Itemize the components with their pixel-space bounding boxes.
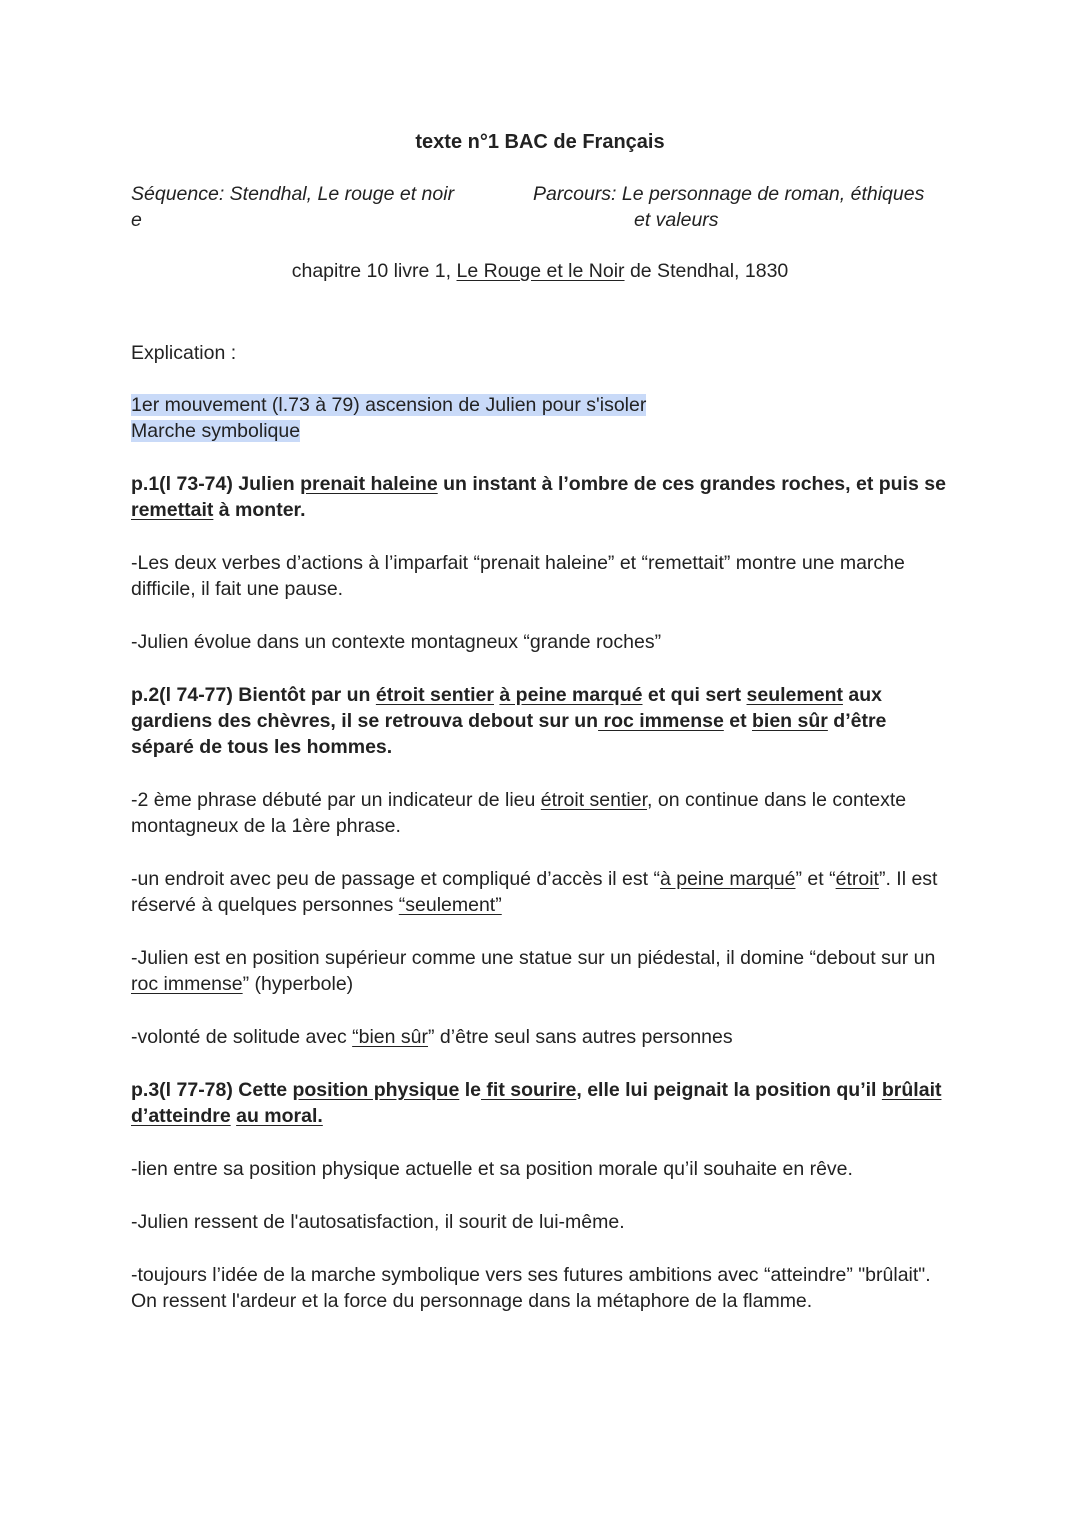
- comment-p1-1: -Les deux verbes d’actions à l’imparfait “prenait haleine” et “remettait” montre une marche difficile, il fait une pause.: [131, 552, 905, 600]
- comment-p2-3: -Julien est en position supérieur comme une statue sur un piédestal, il domine “debout sur un roc immense” (hyperbole): [131, 947, 936, 995]
- chapter-author-date: de Stendhal, 1830: [624, 260, 789, 282]
- movement-line-1: 1er mouvement (l.73 à 79) ascension de Julien pour s'isoler: [131, 394, 647, 416]
- sequence-line-2: e: [131, 209, 142, 231]
- document-title: texte n°1 BAC de Français: [415, 131, 665, 153]
- chapter-reference: [0, 260, 1080, 283]
- comment-p1-2: -Julien évolue dans un contexte montagneux “grande roches”: [131, 631, 662, 653]
- movement-heading: [131, 392, 951, 444]
- parcours-line-2: et valeurs: [634, 209, 719, 231]
- quote-p3: p.3(l 77-78) Cette position physique le fit sourire, elle lui peignait la position qu’il brûlait d’atteindre au moral.: [131, 1079, 942, 1127]
- quote-p1: p.1(l 73-74) Julien prenait haleine un instant à l’ombre de ces grandes roches, et puis se remettait à monter.: [131, 473, 946, 521]
- sequence-line-1: Séquence: Stendhal, Le rouge et noir: [131, 183, 455, 205]
- movement-line-2: Marche symbolique: [131, 420, 301, 442]
- quote-p2: p.2(l 74-77) Bientôt par un étroit sentier à peine marqué et qui sert seulement aux gardiens des chèvres, il se retrouva debout sur un roc immense et bien sûr d’être séparé de tous les hommes.: [131, 684, 887, 758]
- comment-p3-1: -lien entre sa position physique actuelle et sa position morale qu’il souhaite en rêve.: [131, 1158, 853, 1180]
- comment-p2-2: -un endroit avec peu de passage et compliqué d’accès il est “à peine marqué” et “étroit”. Il est réservé à quelques personnes “seulement”: [131, 868, 938, 916]
- comment-p2-4: -volonté de solitude avec “bien sûr” d’être seul sans autres personnes: [131, 1026, 733, 1048]
- sequence-label: [131, 181, 454, 233]
- explication-heading: Explication :: [131, 342, 237, 364]
- comment-p3-2: -Julien ressent de l'autosatisfaction, il sourit de lui-même.: [131, 1211, 625, 1233]
- comment-p2-1: -2 ème phrase débuté par un indicateur de lieu étroit sentier, on continue dans le contexte montagneux de la 1ère phrase.: [131, 789, 907, 837]
- chapter-text: chapitre 10 livre 1,: [291, 260, 457, 282]
- parcours-label: [533, 181, 953, 233]
- parcours-line-1: Parcours: Le personnage de roman, éthiques: [533, 183, 925, 205]
- book-title: Le Rouge et le Noir: [456, 260, 625, 282]
- comment-p3-3: -toujours l’idée de la marche symbolique vers ses futures ambitions avec “atteindre” "brûlait". On ressent l'ardeur et la force du personnage dans la métaphore de la flamme.: [131, 1264, 931, 1312]
